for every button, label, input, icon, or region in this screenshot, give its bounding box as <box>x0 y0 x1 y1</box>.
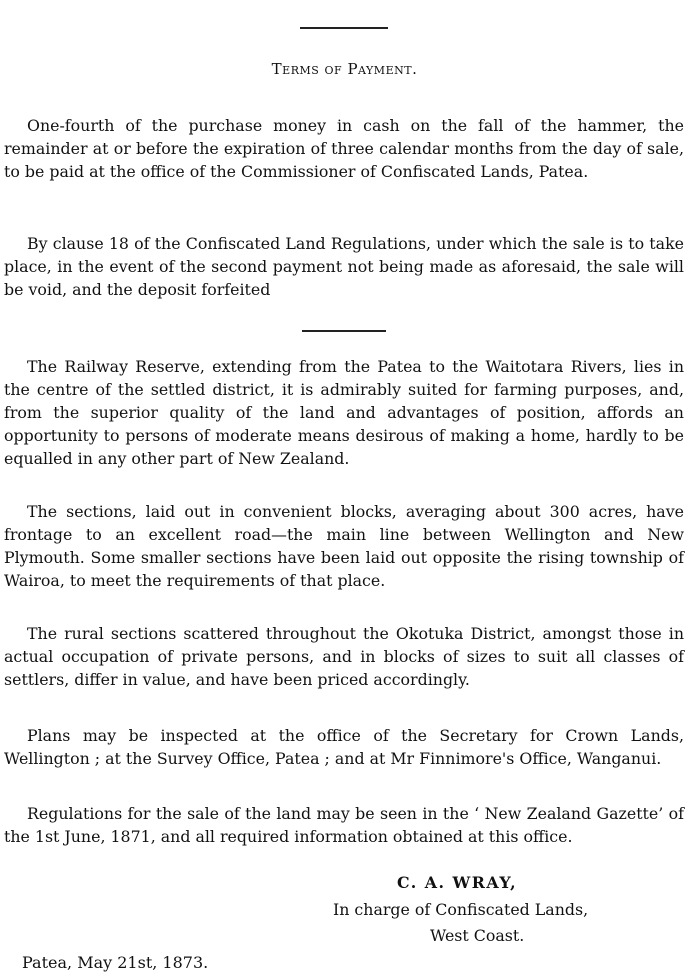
paragraph-rural-sections: The rural sections scattered throughout the Okotuka District, amongst those in actual occupation of private persons, and in blocks of sizes to suit all classes of settlers, differ in value, and have been priced accordingly. <box>4 624 684 689</box>
top-divider <box>300 27 388 29</box>
paragraph-payment-terms: One-fourth of the purchase money in cash on the fall of the hammer, the remainder at or before the expiration of three calendar months from the day of sale, to be paid at the office of the Commissioner of Confiscated Lands, Patea. <box>4 116 684 181</box>
signature-role: In charge of Confiscated Lands, <box>333 900 589 919</box>
middle-divider <box>302 330 386 332</box>
signature-place: West Coast. <box>430 926 525 945</box>
paragraph-clause-18: By clause 18 of the Confiscated Land Regulations, under which the sale is to take place, in the event of the second payment not being made as aforesaid, the sale will be void, and the deposit forfeited <box>4 234 684 299</box>
section-heading: Terms of Payment. <box>271 60 418 78</box>
paragraph-railway-reserve: The Railway Reserve, extending from the Patea to the Waitotara Rivers, lies in the centre of the settled district, it is admirably suited for farming purposes, and, from the superior quality of the land and advantages of position, affords an opportunity to persons of moderate means desirous of making a home, hardly to be equalled in any other part of New Zealand. <box>4 357 684 468</box>
dateline: Patea, May 21st, 1873. <box>22 953 209 972</box>
paragraph-plans: Plans may be inspected at the office of the Secretary for Crown Lands, Wellington ; at the Survey Office, Patea ; and at Mr Finnimore's Office, Wanganui. <box>4 726 684 768</box>
paragraph-regulations: Regulations for the sale of the land may be seen in the ‘ New Zealand Gazette’ of the 1st June, 1871, and all required information obtained at this office. <box>4 804 684 846</box>
paragraph-sections: The sections, laid out in convenient blocks, averaging about 300 acres, have frontage to an excellent road—the main line between Wellington and New Plymouth. Some smaller sections have been laid out opposite the rising township of Wairoa, to meet the requirements of that place. <box>4 502 684 590</box>
signature-name: C. A. WRAY, <box>397 873 518 892</box>
